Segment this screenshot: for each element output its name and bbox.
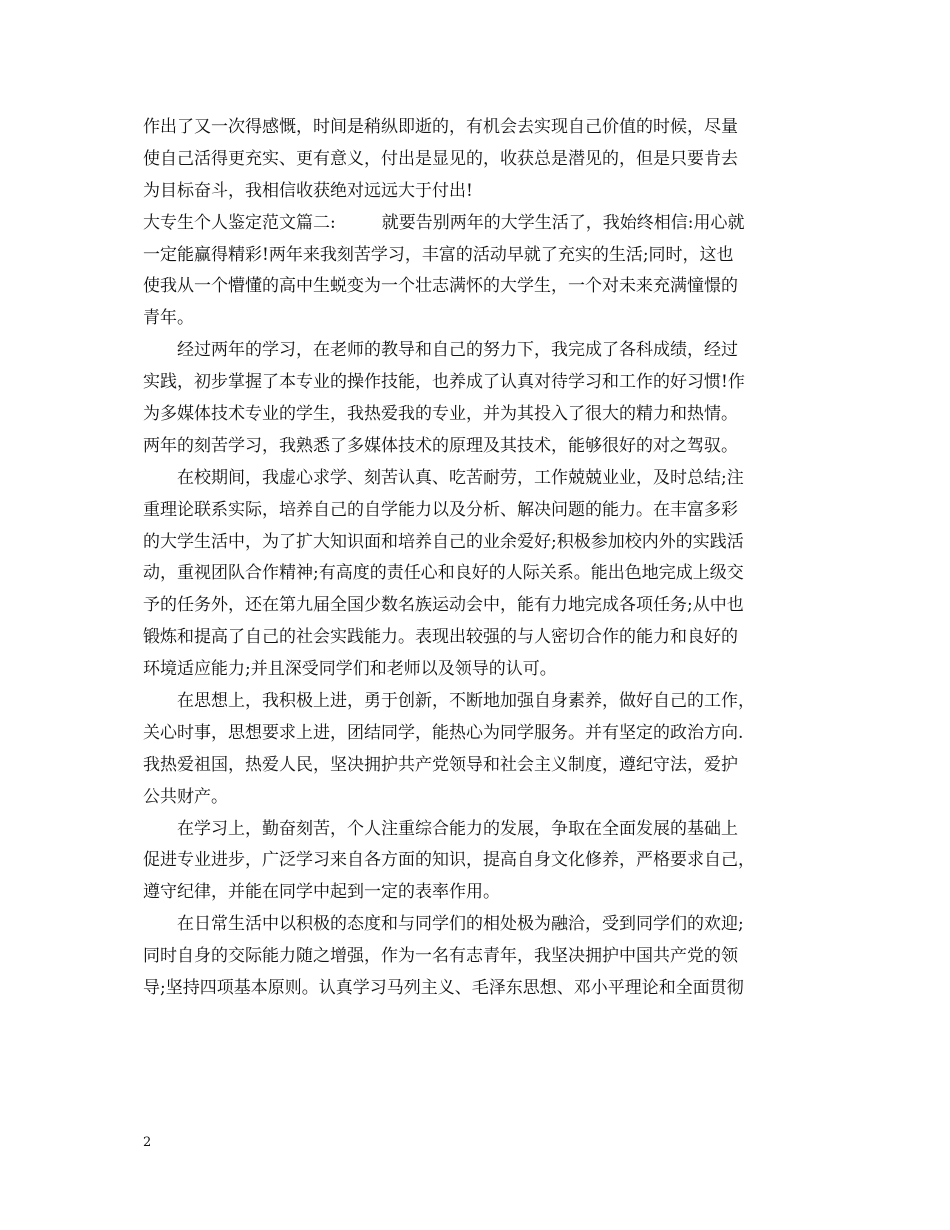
paragraph <box>143 686 823 814</box>
text-line: 同时自身的交际能力随之增强，作为一名有志青年，我坚决拥护中国共产党的领 <box>143 946 738 967</box>
text-line: 公共财产。 <box>143 786 228 807</box>
text-line: 锻炼和提高了自己的社会实践能力。表现出较强的与人密切合作的能力和良好的 <box>143 627 738 648</box>
text-line: 环境适应能力;并且深受同学们和老师以及领导的认可。 <box>143 659 557 680</box>
text-line: 使我从一个懵懂的高中生蜕变为一个壮志满怀的大学生，一个对未来充满憧憬的 <box>143 276 738 297</box>
paragraph <box>143 463 823 686</box>
text-line: 一定能赢得精彩!两年来我刻苦学习，丰富的活动早就了充实的生活;同时，这也 <box>143 244 734 265</box>
text-line: 两年的刻苦学习，我熟悉了多媒体技术的原理及其技术，能够很好的对之驾驭。 <box>143 435 738 456</box>
section-heading-title: 大专生个人鉴定范文篇二: <box>143 212 336 233</box>
text-line: 青年。 <box>143 308 194 329</box>
text-line: 在日常生活中以积极的态度和与同学们的相处极为融洽，受到同学们的欢迎; <box>177 914 744 935</box>
text-line: 经过两年的学习，在老师的教导和自己的努力下，我完成了各科成绩，经过 <box>177 340 738 361</box>
text-line: 促进专业进步，广泛学习来自各方面的知识，提高自身文化修养，严格要求自己， <box>143 850 755 871</box>
document-body <box>143 112 823 1005</box>
text-line: 实践，初步掌握了本专业的操作技能，也养成了认真对待学习和工作的好习惯!作 <box>143 372 745 393</box>
text-line: 动，重视团队合作精神;有高度的责任心和良好的人际关系。能出色地完成上级交 <box>143 563 744 584</box>
text-line: 在学习上，勤奋刻苦，个人注重综合能力的发展，争取在全面发展的基础上 <box>177 818 738 839</box>
paragraph <box>143 814 823 910</box>
section-heading-line <box>143 208 823 240</box>
text-line: 关心时事，思想要求上进，团结同学，能热心为同学服务。并有坚定的政治方向. <box>143 722 744 743</box>
text-line: 作出了又一次得感慨，时间是稍纵即逝的，有机会去实现自己价值的时候，尽量 <box>143 117 738 137</box>
page-number: 2 <box>143 1135 152 1150</box>
text-line: 为目标奋斗，我相信收获绝对远远大于付出! <box>143 180 473 201</box>
text-line: 我热爱祖国，热爱人民，坚决拥护共产党领导和社会主义制度，遵纪守法，爱护 <box>143 754 738 775</box>
text-line: 为多媒体技术专业的学生，我热爱我的专业，并为其投入了很大的精力和热情。 <box>143 404 738 425</box>
text-line: 予的任务外，还在第九届全国少数名族运动会中，能有力地完成各项任务;从中也 <box>143 595 744 616</box>
paragraph <box>143 909 823 1005</box>
section-heading-text: 就要告别两年的大学生活了，我始终相信:用心就 <box>381 212 745 233</box>
paragraph <box>143 335 823 463</box>
text-line: 遵守纪律，并能在同学中起到一定的表率作用。 <box>143 882 500 903</box>
text-line: 在校期间，我虚心求学、刻苦认真、吃苦耐劳，工作兢兢业业，及时总结;注 <box>177 467 744 488</box>
text-line: 使自己活得更充实、更有意义，付出是显见的，收获总是潜见的，但是只要肯去 <box>143 148 738 169</box>
text-line: 在思想上，我积极上进，勇于创新，不断地加强自身素养，做好自己的工作， <box>177 691 755 712</box>
text-line: 导;坚持四项基本原则。认真学习马列主义、毛泽东思想、邓小平理论和全面贯彻 <box>143 978 744 999</box>
text-line: 重理论联系实际，培养自己的自学能力以及分析、解决问题的能力。在丰富多彩 <box>143 499 738 520</box>
text-line: 的大学生活中，为了扩大知识面和培养自己的业余爱好;积极参加校内外的实践活 <box>143 531 744 552</box>
